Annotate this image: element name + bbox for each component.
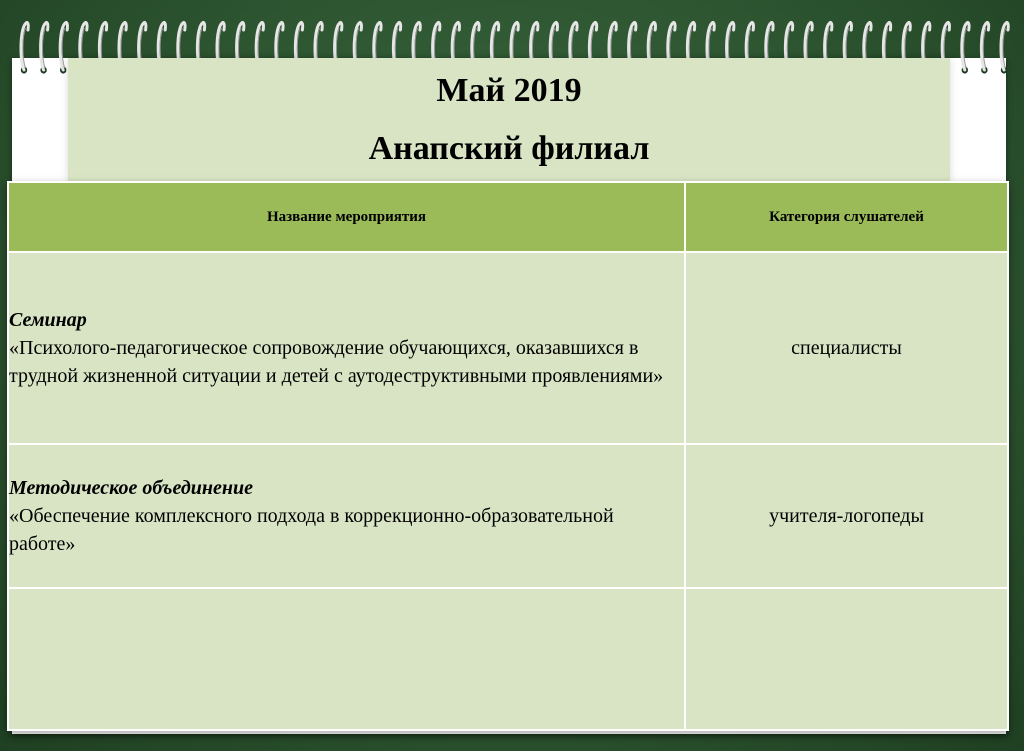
table-header-row	[8, 182, 1008, 252]
binding-ring	[981, 23, 988, 74]
event-type: Методическое объединение	[9, 477, 253, 499]
binding-ring	[1001, 23, 1008, 74]
table-row	[8, 252, 1008, 444]
column-header-category: Категория слушателей	[685, 182, 1008, 252]
category-cell: специалисты	[685, 252, 1008, 444]
page-title-branch: Анапский филиал	[368, 130, 650, 167]
table-row	[8, 444, 1008, 588]
table-row	[8, 588, 1008, 730]
event-cell	[8, 444, 685, 588]
event-cell	[8, 588, 685, 730]
page-title-month: Май 2019	[436, 72, 582, 109]
column-header-event: Название мероприятия	[8, 182, 685, 252]
event-title: «Психолого-педагогическое сопровождение обучающихся, оказавшихся в трудной жизненной ситуации и детей с аутодеструктивными проявлениями»	[9, 337, 664, 387]
event-cell	[8, 252, 685, 444]
binding-ring	[60, 23, 67, 74]
event-title: «Обеспечение комплексного подхода в коррекционно-образовательной работе»	[9, 505, 614, 555]
category-cell	[685, 588, 1008, 730]
event-type: Семинар	[9, 309, 87, 331]
events-table	[7, 181, 1009, 731]
binding-ring	[21, 23, 28, 74]
binding-ring	[962, 23, 969, 74]
binding-ring	[40, 23, 47, 74]
category-cell: учителя-логопеды	[685, 444, 1008, 588]
